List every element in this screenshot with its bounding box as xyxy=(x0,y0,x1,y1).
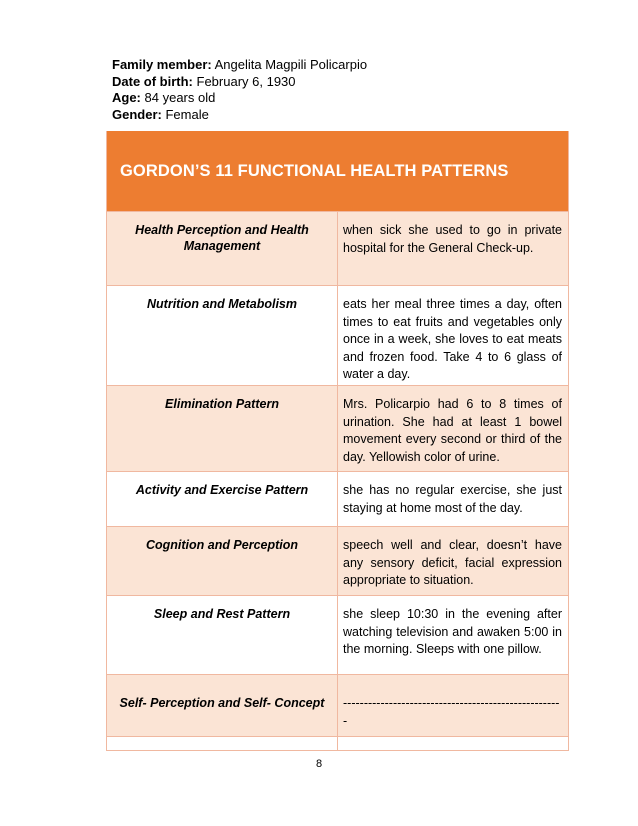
description-cell: ----------------------------------------------------- xyxy=(343,696,560,728)
table-row xyxy=(107,285,568,385)
age-label: Age: xyxy=(112,90,141,105)
empty-cell xyxy=(107,737,338,750)
table-row xyxy=(107,595,568,674)
description-cell: when sick she used to go in private hospital for the General Check-up. xyxy=(343,223,562,255)
table-row xyxy=(107,471,568,526)
age-value: 84 years old xyxy=(144,90,216,105)
table-title: GORDON’S 11 FUNCTIONAL HEALTH PATTERNS xyxy=(120,161,509,180)
table-row xyxy=(107,674,568,736)
dob-label: Date of birth: xyxy=(112,73,193,89)
gender-value: Female xyxy=(165,106,209,122)
pattern-cell: Activity and Exercise Pattern xyxy=(107,472,338,526)
pattern-cell: Self- Perception and Self- Concept xyxy=(107,675,338,736)
pattern-cell: Sleep and Rest Pattern xyxy=(107,596,338,674)
family-member-label: Family member: xyxy=(112,57,212,72)
dob-line xyxy=(112,74,367,91)
page-number: 8 xyxy=(315,758,323,770)
pattern-cell: Elimination Pattern xyxy=(107,386,338,471)
dob-value: February 6, 1930 xyxy=(196,73,296,89)
table-row xyxy=(107,526,568,595)
description-cell: she sleep 10:30 in the evening after watching television and awaken 5:00 in the morning. Sleeps with one pillow. xyxy=(343,607,562,656)
table-row xyxy=(107,385,568,471)
table-row-empty xyxy=(107,736,568,751)
age-line xyxy=(112,90,367,107)
health-patterns-table xyxy=(106,131,569,751)
pattern-cell: Cognition and Perception xyxy=(107,527,338,595)
pattern-cell: Health Perception and Health Management xyxy=(107,212,338,285)
family-member-line xyxy=(112,57,367,74)
empty-cell xyxy=(338,737,568,750)
family-info xyxy=(112,57,367,123)
description-cell: she has no regular exercise, she just staying at home most of the day. xyxy=(343,483,562,515)
pattern-cell: Nutrition and Metabolism xyxy=(107,286,338,385)
gender-label: Gender: xyxy=(112,106,162,122)
table-header xyxy=(107,131,568,211)
gender-line xyxy=(112,107,367,124)
description-cell: speech well and clear, doesn’t have any sensory deficit, facial expression appropriate to situation. xyxy=(343,538,562,587)
description-cell: eats her meal three times a day, often times to eat fruits and vegetables only once in a week, she loves to eat meats and frozen food. Take 4 to 6 glass of water a day. xyxy=(343,297,562,381)
table-row xyxy=(107,211,568,285)
description-cell: Mrs. Policarpio had 6 to 8 times of urination. She had at least 1 bowel movement every second or third of the day. Yellowish color of urine. xyxy=(343,397,562,464)
family-member-value: Angelita Magpili Policarpio xyxy=(214,57,368,72)
